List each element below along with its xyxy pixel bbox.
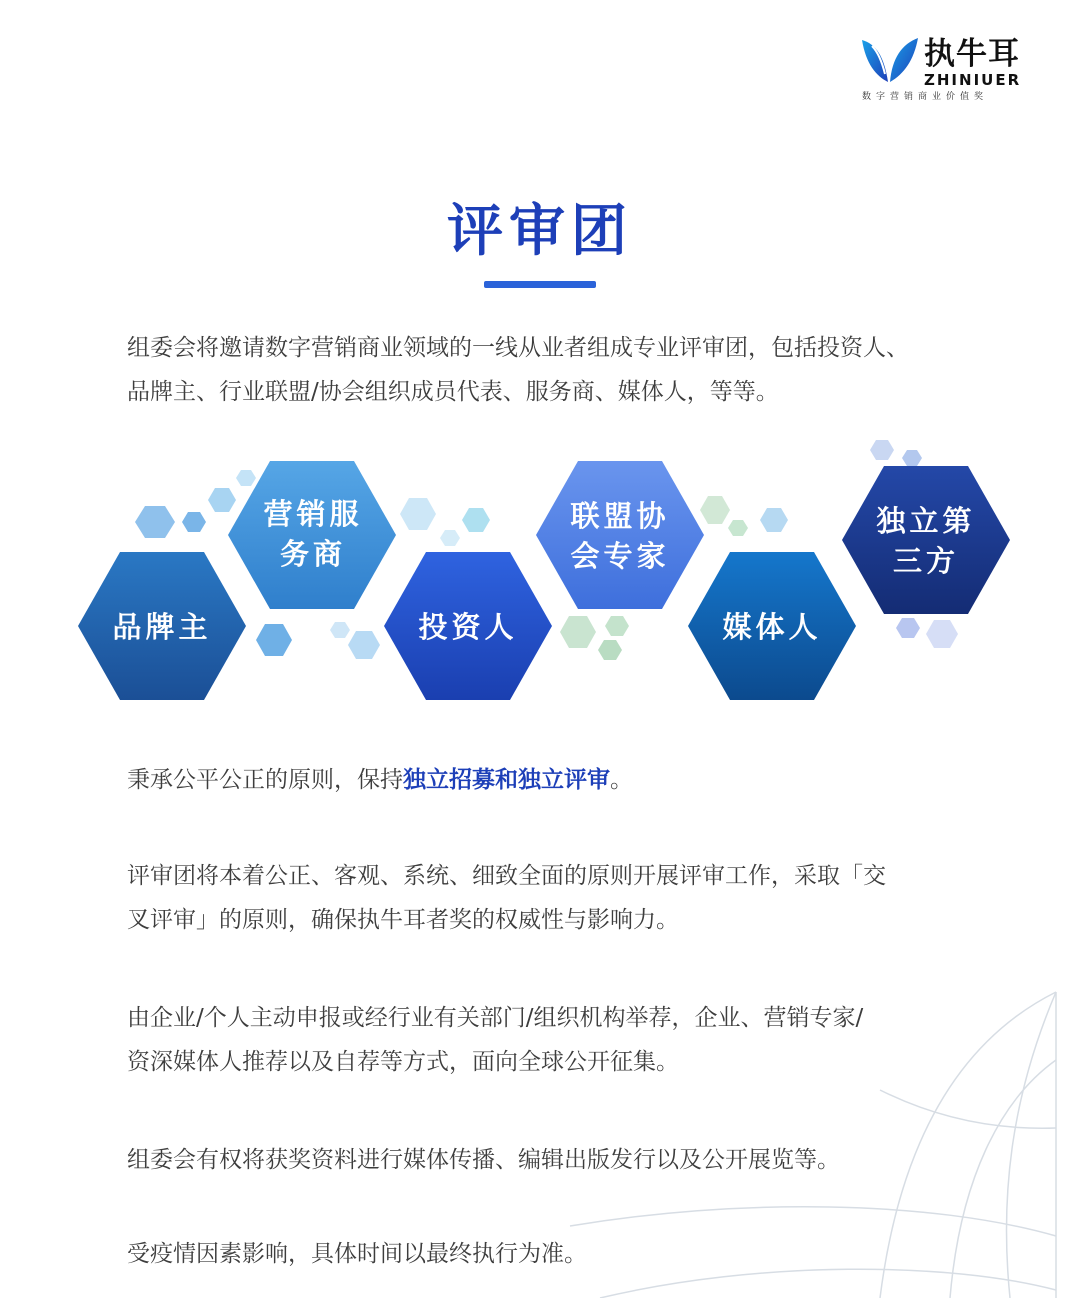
notice-paragraph: 受疫情因素影响，具体时间以最终执行为准。 <box>127 1241 587 1267</box>
logo-name-en: ZHINIUER <box>924 71 1022 89</box>
hex-label-line: 联盟协 <box>570 499 670 533</box>
rights-paragraph: 组委会有权将获奖资料进行媒体传播、编辑出版发行以及公开展览等。 <box>127 1147 840 1173</box>
principle-end: 。 <box>610 767 633 793</box>
title-underline <box>484 281 596 288</box>
principle-text: 秉承公平公正的原则，保持 <box>127 767 403 793</box>
decorative-sphere-lines <box>560 980 1080 1298</box>
page-title: 评审团 <box>447 199 633 264</box>
hex-label-media: 媒体人 <box>722 610 822 644</box>
hex-label-investor: 投资人 <box>418 610 518 644</box>
intro-paragraph <box>127 326 987 414</box>
review-line: 叉评审」的原则，确保执牛耳者奖的权威性与影响力。 <box>127 907 679 933</box>
review-paragraph <box>127 854 987 942</box>
hex-label-brand: 品牌主 <box>112 610 212 644</box>
source-line: 由企业/个人主动申报或经行业有关部门/组织机构举荐，企业、营销专家/ <box>127 1005 864 1031</box>
review-line: 评审团将本着公正、客观、系统、细致全面的原则开展评审工作，采取「交 <box>127 863 886 889</box>
hex-label-line: 务商 <box>279 537 347 571</box>
hex-label-service <box>263 494 362 574</box>
hex-label-line: 独立第 <box>876 504 976 538</box>
intro-line: 品牌主、行业联盟/协会组织成员代表、服务商、媒体人，等等。 <box>127 379 779 405</box>
logo-name-cn: 执牛耳 <box>924 36 1020 72</box>
hex-label-line: 营销服 <box>263 497 363 531</box>
brand-logo <box>858 36 1042 106</box>
principle-highlight: 独立招募和独立评审 <box>403 767 610 793</box>
source-line: 资深媒体人推荐以及自荐等方式，面向全球公开征集。 <box>127 1049 679 1075</box>
butterfly-logo-icon <box>858 36 922 88</box>
hex-label-third-party <box>876 501 975 581</box>
hex-label-line: 会专家 <box>570 539 670 573</box>
logo-tagline: 数字营销商业价值奖 <box>862 92 989 102</box>
hex-label-alliance <box>570 496 669 576</box>
intro-line: 组委会将邀请数字营销商业领域的一线从业者组成专业评审团，包括投资人、 <box>127 335 909 361</box>
hex-label-line: 三方 <box>892 544 960 578</box>
principle-paragraph <box>127 758 987 802</box>
